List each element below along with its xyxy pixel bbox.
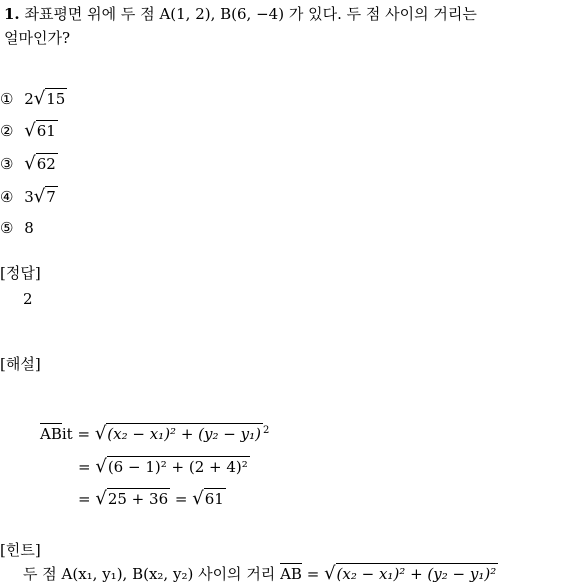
- sqrt-expression: √ (x₂ − x₁)² + (y₂ − y₁)²: [324, 563, 497, 584]
- sqrt-expression: √ (6 − 1)² + (2 + 4)²: [95, 456, 248, 477]
- choice-3: [0, 153, 58, 174]
- choice-marker: ④: [0, 188, 14, 206]
- solution-row-3: = √ 25 + 36 = √ 61: [78, 488, 224, 509]
- solution-row-2: = √ (6 − 1)² + (2 + 4)²: [78, 456, 248, 477]
- choice-5: [0, 218, 34, 238]
- sqrt-expression: √ 7: [33, 186, 56, 207]
- question-line-1: [4, 4, 477, 24]
- sqrt-expression: √ (x₂ − x₁)² + (y₂ − y₁): [94, 423, 261, 444]
- choice-2: [0, 120, 58, 141]
- question-number: 1.: [4, 5, 20, 23]
- segment-ab: AB: [40, 425, 62, 443]
- choice-4: [0, 186, 58, 207]
- hint-label: [힌트]: [0, 541, 41, 559]
- choice-coef: 2: [24, 90, 34, 108]
- segment-ab: AB: [280, 565, 302, 583]
- choice-marker: ③: [0, 155, 14, 173]
- choice-value: 8: [24, 219, 34, 237]
- choice-1: [0, 88, 67, 109]
- choice-coef: 3: [24, 188, 34, 206]
- exponent: 2: [262, 425, 270, 436]
- solution-label: [해설]: [0, 355, 41, 373]
- sqrt-expression: √ 62: [24, 153, 56, 174]
- answer-value: 2: [23, 290, 33, 308]
- choice-marker: ②: [0, 122, 14, 140]
- choice-marker: ①: [0, 90, 14, 108]
- answer-label: [정답]: [0, 264, 41, 282]
- solution-suffix: it: [61, 425, 73, 443]
- choice-marker: ⑤: [0, 219, 14, 237]
- sqrt-expression: √ 61: [192, 488, 224, 509]
- solution-row-1: ABit = √ (x₂ − x₁)² + (y₂ − y₁) $^2$: [40, 423, 270, 444]
- sqrt-expression: √ 15: [33, 88, 66, 109]
- sqrt-expression: √ 61: [24, 120, 56, 141]
- hint-prefix: 두 점 A(x₁, y₁), B(x₂, y₂) 사이의 거리: [23, 565, 276, 583]
- question-line-2: 얼마인가?: [4, 29, 71, 47]
- sqrt-expression: √ 25 + 36: [95, 488, 169, 509]
- hint-text: 두 점 A(x₁, y₁), B(x₂, y₂) 사이의 거리 AB = √ (x₂ − x₁)² + (y₂ − y₁)²: [23, 563, 497, 584]
- question-text: 좌표평면 위에 두 점 A(1, 2), B(6, −4) 가 있다. 두 점 사이의 거리는: [24, 5, 477, 23]
